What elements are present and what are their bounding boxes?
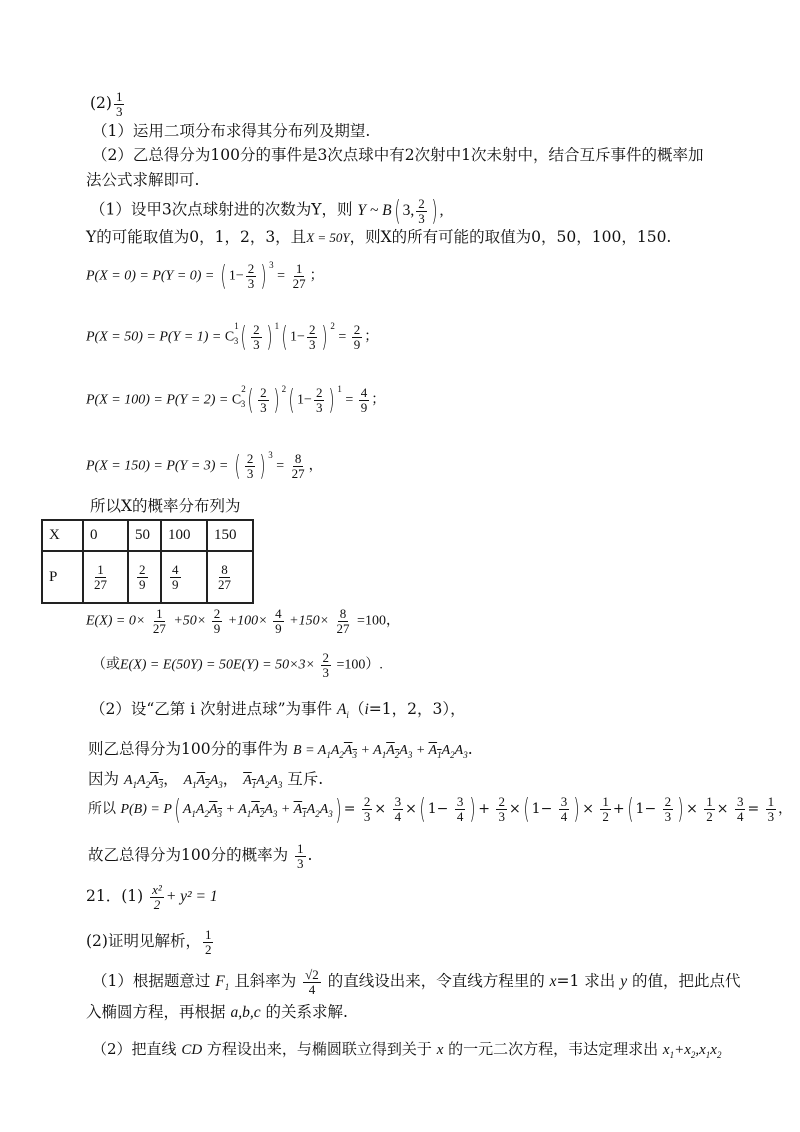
- table-header-cell: 150: [207, 520, 253, 551]
- distribution-table: [41, 519, 254, 604]
- q21-hint-1a: （1）根据题意过 $F_1$ 且斜率为 $\frac{√2}{4}$ 的直线设出来，令直线方程里的 x=1 求出 y 的值，把此点代: [92, 967, 741, 997]
- prob-x-50: $P(X = 50) = P(Y = 1) = C^1_3$( $\frac{2}{3}$ ) $^1$( 1− $\frac{2}{3}$ ) $^2$ = $\frac{2}{9}$ ；: [86, 320, 379, 354]
- answer-2-fraction: $\frac{1}{3}$: [115, 89, 123, 119]
- table-header-cell: 0: [83, 520, 128, 551]
- solution-2-intro: （2）设“乙第 i 次射进点球”为事件 $A_i(i=1$，2，3），: [90, 700, 466, 721]
- prob-x-0: P(X = 0) = P(Y = 0) = ( 1− $\frac{2}{3}$ ) $^3$ = $\frac{1}{27}$ ；: [86, 259, 324, 293]
- q21-answer-2: (2)证明见解析， $\frac{1}{2}$: [86, 927, 212, 957]
- q21-answer-1: 21．(1) $\frac{\text{x²}}{2}$ + y² = 1: [86, 882, 218, 912]
- table-row-label: P: [42, 551, 83, 603]
- answer-2-label: (2): [90, 94, 112, 113]
- table-header-cell: X: [42, 520, 83, 551]
- table-header-cell: 100: [161, 520, 207, 551]
- table-cell: $\frac{1}{27}$: [83, 551, 128, 603]
- solution-2-prob: 所以 P(B) = P( $A_1A_2A_3 + A_1A_2A_3 + A_1A_2A_3$) = $\frac{2}{3}$ × $\frac{3}{4}$ ×( 1− $\frac{3}{4}$ ) + $\frac{2}{3}$ ×( 1− $\frac{3}{4}$ ) × $\frac{1}{2}$ +( 1− $\frac{2}{3}$ ) × $\frac{1}{2}$ × $\frac{3}{4}$ = $\frac{1}{3}$ ，: [88, 792, 793, 826]
- table-row: [42, 551, 253, 603]
- q21-hint-2: （2）把直线 CD 方程设出来，与椭圆联立得到关于 x 的一元二次方程，韦达定理求出 $x_1+x_2,x_1x_2$: [92, 1040, 722, 1060]
- solution-2-conclusion: 故乙总得分为100分的概率为 $\frac{1}{3}$ .: [88, 841, 313, 871]
- solution-1-intro: （1）设甲3次点球射进的次数为Y，则 Y ~ B( 3, $\frac{2}{3}$ ) ,: [90, 194, 444, 228]
- prob-x-150: P(X = 150) = P(Y = 3) = ( $\frac{2}{3}$ ) $^3$ = $\frac{8}{27}$ ，: [86, 449, 323, 483]
- hint-2-line-a: （2）乙总得分为100分的事件是3次点球中有2次射中1次未射中，结合互斥事件的概率加: [92, 146, 704, 164]
- solution-2-event: 则乙总得分为100分的事件为 $B = A_1A_2A_3 + A_1A_2A_3 + A_1A_2A_3$.: [88, 740, 473, 760]
- table-cell: $\frac{4}{9}$: [161, 551, 207, 603]
- expectation-alt: （或E(X) = E(50Y) = 50E(Y) = 50×3× $\frac{2}{3}$ =100）.: [92, 650, 383, 680]
- answer-2-line: [90, 90, 126, 118]
- hint-2-line-b: 法公式求解即可.: [86, 171, 200, 189]
- table-cell: $\frac{2}{9}$: [128, 551, 161, 603]
- distribution-intro: 所以X的概率分布列为: [90, 497, 241, 515]
- table-header-cell: 50: [128, 520, 161, 551]
- solution-2-mutex: 因为 $A_1A_2A_3$， $A_1A_2A_3$， $A_1A_2A_3$ 互斥.: [88, 770, 324, 790]
- prob-x-100: $P(X = 100) = P(Y = 2) = C^2_3$( $\frac{2}{3}$ ) $^2$( 1− $\frac{2}{3}$ ) $^1$ = $\frac{4}{9}$ ；: [86, 383, 386, 417]
- hint-1: （1）运用二项分布求得其分布列及期望.: [92, 122, 371, 140]
- table-cell: $\frac{8}{27}$: [207, 551, 253, 603]
- table-row: [42, 520, 253, 551]
- binomial-distribution: Y ~ B( 3, $\frac{2}{3}$ ) ,: [357, 194, 444, 228]
- expectation-line: E(X) = 0× $\frac{1}{27}$ +50× $\frac{2}{9}$ +100× $\frac{4}{9}$ +150× $\frac{8}{27}$ =100，: [86, 606, 400, 636]
- solution-1-values: Y的可能取值为0，1，2，3，且X = 50Y，则X的所有可能的取值为0，50，100，150.: [86, 228, 672, 246]
- q21-hint-1b: 入椭圆方程，再根据 a,b,c 的关系求解.: [86, 1003, 348, 1021]
